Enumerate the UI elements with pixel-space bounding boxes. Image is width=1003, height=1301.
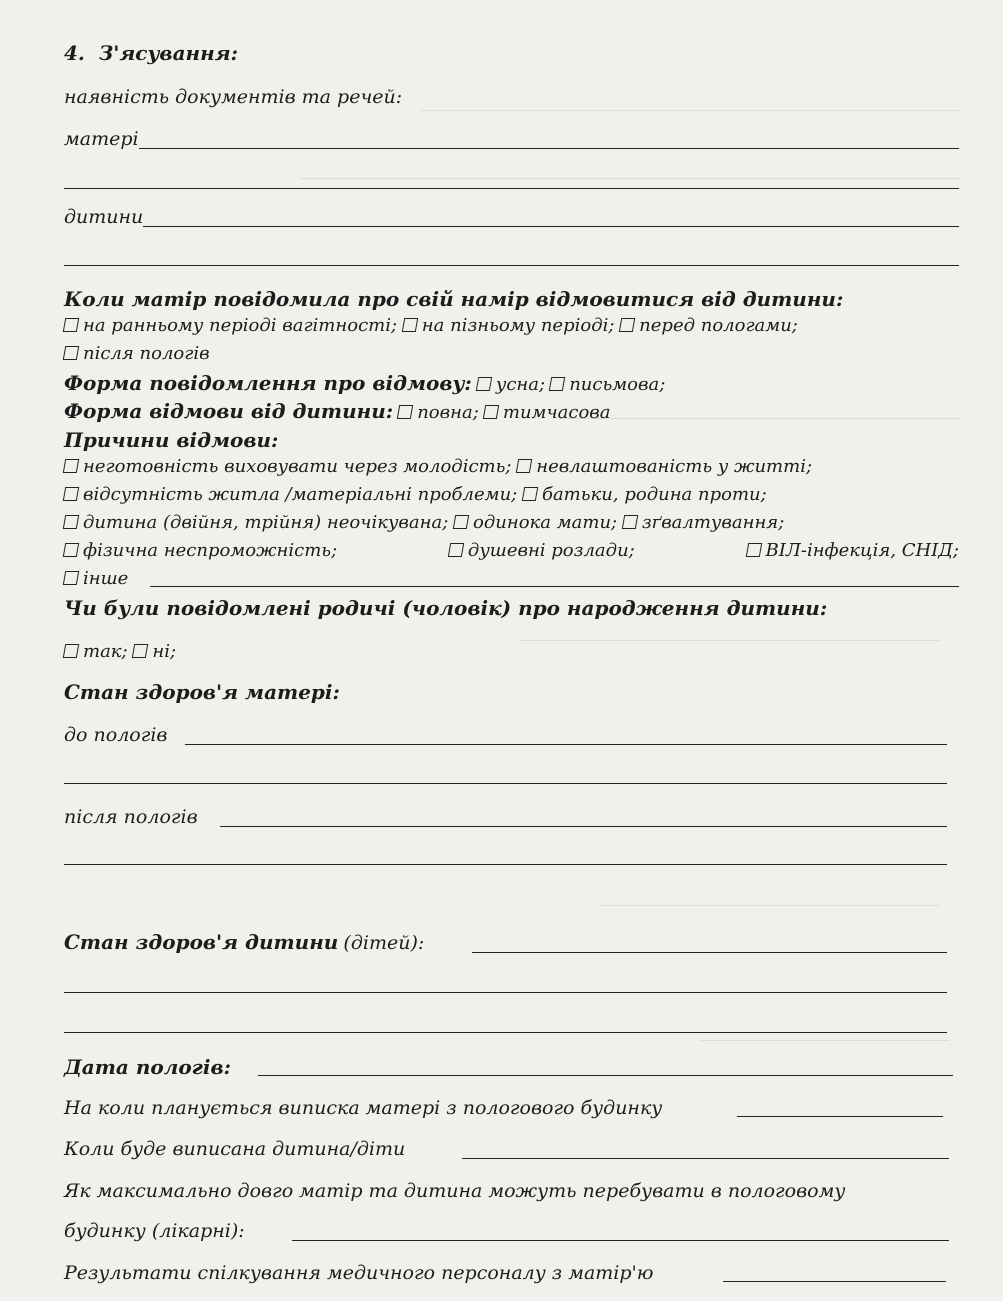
bleed-line: [520, 640, 940, 641]
bleed-line: [300, 178, 960, 179]
documents-label: наявність документів та речей:: [64, 86, 403, 108]
checkbox-icon: [63, 543, 79, 557]
notice-when-title: Коли матір повідомила про свій намір відмовитися від дитини:: [64, 287, 844, 311]
checkbox-icon: [453, 515, 469, 529]
option-reason-unsettled[interactable]: невлаштованість у житті;: [517, 456, 812, 477]
checkbox-icon: [63, 318, 79, 332]
option-reason-mental[interactable]: душевні розлади;: [449, 540, 635, 561]
notice-when-options-row2: [64, 343, 210, 364]
birth-date-label: Дата пологів:: [64, 1055, 232, 1079]
before-birth-label: до пологів: [64, 724, 168, 746]
checkbox-icon: [63, 346, 79, 360]
checkbox-icon: [63, 571, 79, 585]
mother-documents-field[interactable]: [139, 148, 959, 149]
option-temporary[interactable]: тимчасова: [484, 402, 611, 423]
option-before-birth[interactable]: перед пологами;: [620, 315, 798, 336]
notice-form-label: Форма повідомлення про відмову:: [64, 371, 472, 395]
refusal-form-row: [64, 399, 611, 423]
option-early-pregnancy[interactable]: на ранньому періоді вагітності;: [64, 315, 397, 336]
child-documents-field-2[interactable]: [64, 265, 959, 266]
checkbox-icon: [63, 459, 79, 473]
checkbox-icon: [476, 377, 492, 391]
mother-health-title: Стан здоров'я матері:: [64, 680, 340, 704]
option-reason-youth[interactable]: неготовність виховувати через молодість;: [64, 456, 511, 477]
option-oral[interactable]: усна;: [477, 374, 545, 395]
after-birth-label: після пологів: [64, 806, 198, 828]
checkbox-icon: [132, 644, 148, 658]
option-reason-single-mother[interactable]: одинока мати;: [454, 512, 617, 533]
option-reason-physical[interactable]: фізична неспроможність;: [64, 540, 337, 561]
child-health-field[interactable]: [472, 952, 947, 953]
bleed-line: [700, 1040, 950, 1041]
checkbox-icon: [402, 318, 418, 332]
checkbox-icon: [448, 543, 464, 557]
staff-result-label: Результати спілкування медичного персоналу з матір'ю: [64, 1262, 654, 1284]
option-reason-unexpected[interactable]: дитина (двійня, трійня) неочікувана;: [64, 512, 448, 533]
reasons-row2: [64, 484, 767, 505]
option-written[interactable]: письмова;: [550, 374, 665, 395]
section-heading: [64, 41, 238, 65]
relatives-options: [64, 641, 176, 662]
notice-when-options-row1: [64, 315, 798, 336]
mother-documents-label: матері: [64, 128, 139, 150]
reasons-row5: [64, 568, 128, 589]
section-title: З'ясування:: [98, 41, 238, 65]
before-birth-field[interactable]: [185, 744, 947, 745]
option-no[interactable]: ні;: [133, 641, 176, 662]
child-discharge-field[interactable]: [462, 1158, 949, 1159]
checkbox-icon: [522, 487, 538, 501]
max-stay-label-line1: Як максимально довго матір та дитина можуть перебувати в пологовому: [64, 1180, 846, 1202]
child-health-title-suffix: (дітей):: [343, 932, 425, 954]
checkbox-icon: [745, 543, 761, 557]
mother-discharge-field[interactable]: [737, 1116, 943, 1117]
after-birth-field[interactable]: [220, 826, 947, 827]
mother-discharge-label: На коли планується виписка матері з пологового будинку: [64, 1097, 663, 1119]
bleed-line: [600, 905, 940, 906]
child-documents-field[interactable]: [143, 226, 959, 227]
option-reason-hiv[interactable]: ВІЛ-інфекція, СНІД;: [747, 540, 960, 561]
refusal-form-label: Форма відмови від дитини:: [64, 399, 394, 423]
reasons-row3: [64, 512, 784, 533]
option-reason-other[interactable]: інше: [64, 568, 128, 589]
checkbox-icon: [63, 487, 79, 501]
before-birth-field-2[interactable]: [64, 783, 947, 784]
checkbox-icon: [63, 644, 79, 658]
option-yes[interactable]: так;: [64, 641, 128, 662]
reasons-row4: [64, 540, 959, 561]
child-health-title: [64, 930, 424, 954]
max-stay-field[interactable]: [292, 1240, 949, 1241]
option-reason-family[interactable]: батьки, родина проти;: [523, 484, 767, 505]
bleed-line: [420, 110, 960, 111]
checkbox-icon: [549, 377, 565, 391]
option-reason-housing[interactable]: відсутність житла /матеріальні проблеми;: [64, 484, 517, 505]
birth-date-field[interactable]: [258, 1075, 953, 1076]
checkbox-icon: [483, 405, 499, 419]
reason-other-field[interactable]: [150, 586, 959, 587]
child-documents-label: дитини: [64, 206, 144, 228]
child-health-field-3[interactable]: [64, 1032, 947, 1033]
mother-documents-field-2[interactable]: [64, 188, 959, 189]
child-health-field-2[interactable]: [64, 992, 947, 993]
checkbox-icon: [63, 515, 79, 529]
reasons-row1: [64, 456, 812, 477]
reasons-title: Причини відмови:: [64, 428, 279, 452]
option-after-birth[interactable]: після пологів: [64, 343, 210, 364]
checkbox-icon: [622, 515, 638, 529]
notice-form-row: [64, 371, 665, 395]
max-stay-label-line2: будинку (лікарні):: [64, 1220, 245, 1242]
option-late-pregnancy[interactable]: на пізньому періоді;: [403, 315, 615, 336]
section-number: 4.: [64, 41, 85, 65]
staff-result-field[interactable]: [723, 1281, 946, 1282]
option-full[interactable]: повна;: [398, 402, 479, 423]
bleed-line: [560, 418, 960, 419]
checkbox-icon: [516, 459, 532, 473]
child-health-title-main: Стан здоров'я дитини: [64, 930, 339, 954]
checkbox-icon: [397, 405, 413, 419]
option-reason-rape[interactable]: зґвалтування;: [623, 512, 784, 533]
child-discharge-label: Коли буде виписана дитина/діти: [64, 1138, 406, 1160]
after-birth-field-2[interactable]: [64, 864, 947, 865]
checkbox-icon: [619, 318, 635, 332]
relatives-question: Чи були повідомлені родичі (чоловік) про народження дитини:: [64, 596, 828, 620]
